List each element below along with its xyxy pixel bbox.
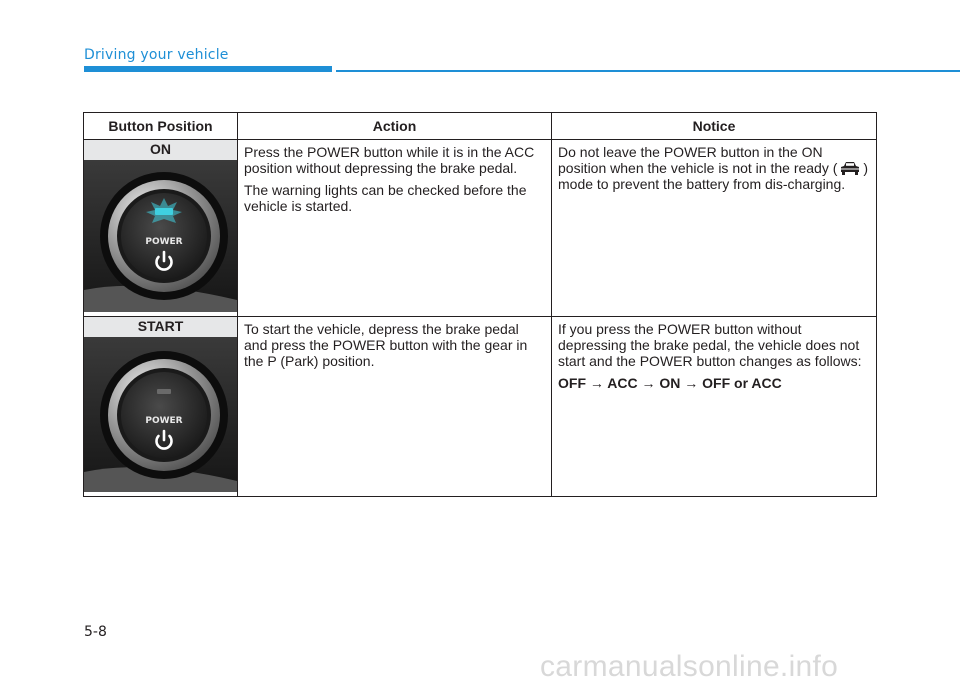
table-row	[84, 140, 877, 317]
notice-text: If you press the POWER button without depressing the brake pedal, the vehicle does not start and the POWER button changes as follows:	[558, 321, 862, 369]
position-label: START	[84, 317, 237, 337]
page-number: 5-8	[84, 624, 107, 640]
header-button-position: Button Position	[84, 113, 238, 140]
header-action: Action	[238, 113, 552, 140]
notice-cell-on	[552, 140, 877, 317]
action-cell-start	[238, 317, 552, 497]
section-title: Driving your vehicle	[84, 47, 229, 63]
notice-text-suffix: ) mode to prevent the battery from dis-charging.	[558, 160, 869, 192]
position-label: ON	[84, 140, 237, 160]
action-cell-on	[238, 140, 552, 317]
power-button-start-image	[84, 337, 237, 492]
mode-sequence: OFF → ACC → ON → OFF or ACC	[558, 375, 782, 391]
position-cell-start	[84, 317, 238, 497]
notice-cell-start	[552, 317, 877, 497]
action-text: The warning lights can be checked before the vehicle is started.	[244, 182, 527, 214]
svg-text:POWER: POWER	[145, 416, 183, 426]
notice-text-prefix: Do not leave the POWER button in the ON position when the vehicle is not in the ready (	[558, 144, 838, 176]
position-cell-on	[84, 140, 238, 317]
header-rule-thin	[336, 70, 960, 72]
header-rule-thick	[84, 66, 332, 72]
table-header-row	[84, 113, 877, 140]
car-ready-icon	[839, 161, 861, 176]
svg-text:POWER: POWER	[145, 237, 183, 247]
indicator-light-icon	[157, 389, 171, 394]
action-text: To start the vehicle, depress the brake pedal and press the POWER button with the gear in the P (Park) position.	[244, 321, 528, 369]
power-button-table	[83, 112, 877, 497]
table-row	[84, 317, 877, 497]
power-button-on-image	[84, 160, 237, 312]
action-text: Press the POWER button while it is in the ACC position without depressing the brake pedal.	[244, 144, 535, 176]
watermark: carmanualsonline.info	[540, 650, 839, 683]
notice-text	[558, 144, 870, 192]
header-notice: Notice	[552, 113, 877, 140]
